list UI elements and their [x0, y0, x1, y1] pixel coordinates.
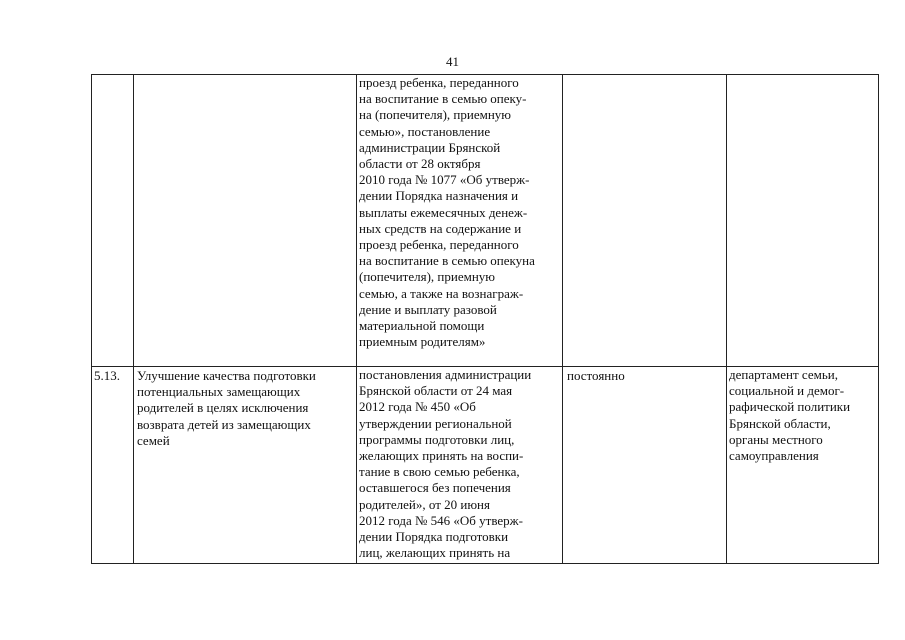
measure-name: Улучшение качества подготовки потенциальных замещающих родителей в целях исключения возврата детей из замещающих семей — [137, 368, 316, 448]
table-row — [92, 367, 879, 564]
term-text: постоянно — [567, 368, 625, 383]
measure-name-cell — [134, 75, 357, 367]
item-number-cell — [92, 75, 134, 367]
responsible-cell — [727, 367, 879, 564]
legal-basis-text: постановления администрации Брянской области от 24 мая 2012 года № 450 «Об утверждении региональной программы подготовки лиц, желающих принять на воспи- тание в свою семью ребенка, оставшегося без попечения родителей», от 20 июня 2012 года № 546 «Об утверж- дении Порядка подготовки лиц, желающих принять на — [359, 367, 532, 561]
term-cell — [563, 367, 727, 564]
page-number: 41 — [446, 54, 459, 69]
item-number: 5.13. — [94, 368, 120, 383]
responsible-text: департамент семьи, социальной и демог- рафической политики Брянской области, органы местного самоуправления — [729, 367, 851, 464]
measures-table — [91, 74, 879, 564]
item-number-cell — [92, 367, 134, 564]
measure-name — [134, 75, 356, 76]
table-row — [92, 75, 879, 367]
term-text — [563, 75, 726, 76]
term-cell — [563, 75, 727, 367]
item-number — [92, 75, 133, 76]
legal-basis-cell — [357, 75, 563, 367]
legal-basis-text: проезд ребенка, переданного на воспитание в семью опеку- на (попечителя), приемную семью», постановление администрации Брянской области от 28 октября 2010 года № 1077 «Об утверж- дении Порядка назначения и выплаты ежемесячных денеж- ных средств на содержание и проезд ребенка, переданного на воспитание в семью опекуна (попечителя), приемную семью, а также на вознаграж- дение и выплату разовой материальной помощи приемным родителям» — [359, 75, 535, 350]
legal-basis-cell — [357, 367, 563, 564]
measure-name-cell — [134, 367, 357, 564]
responsible-cell — [727, 75, 879, 367]
